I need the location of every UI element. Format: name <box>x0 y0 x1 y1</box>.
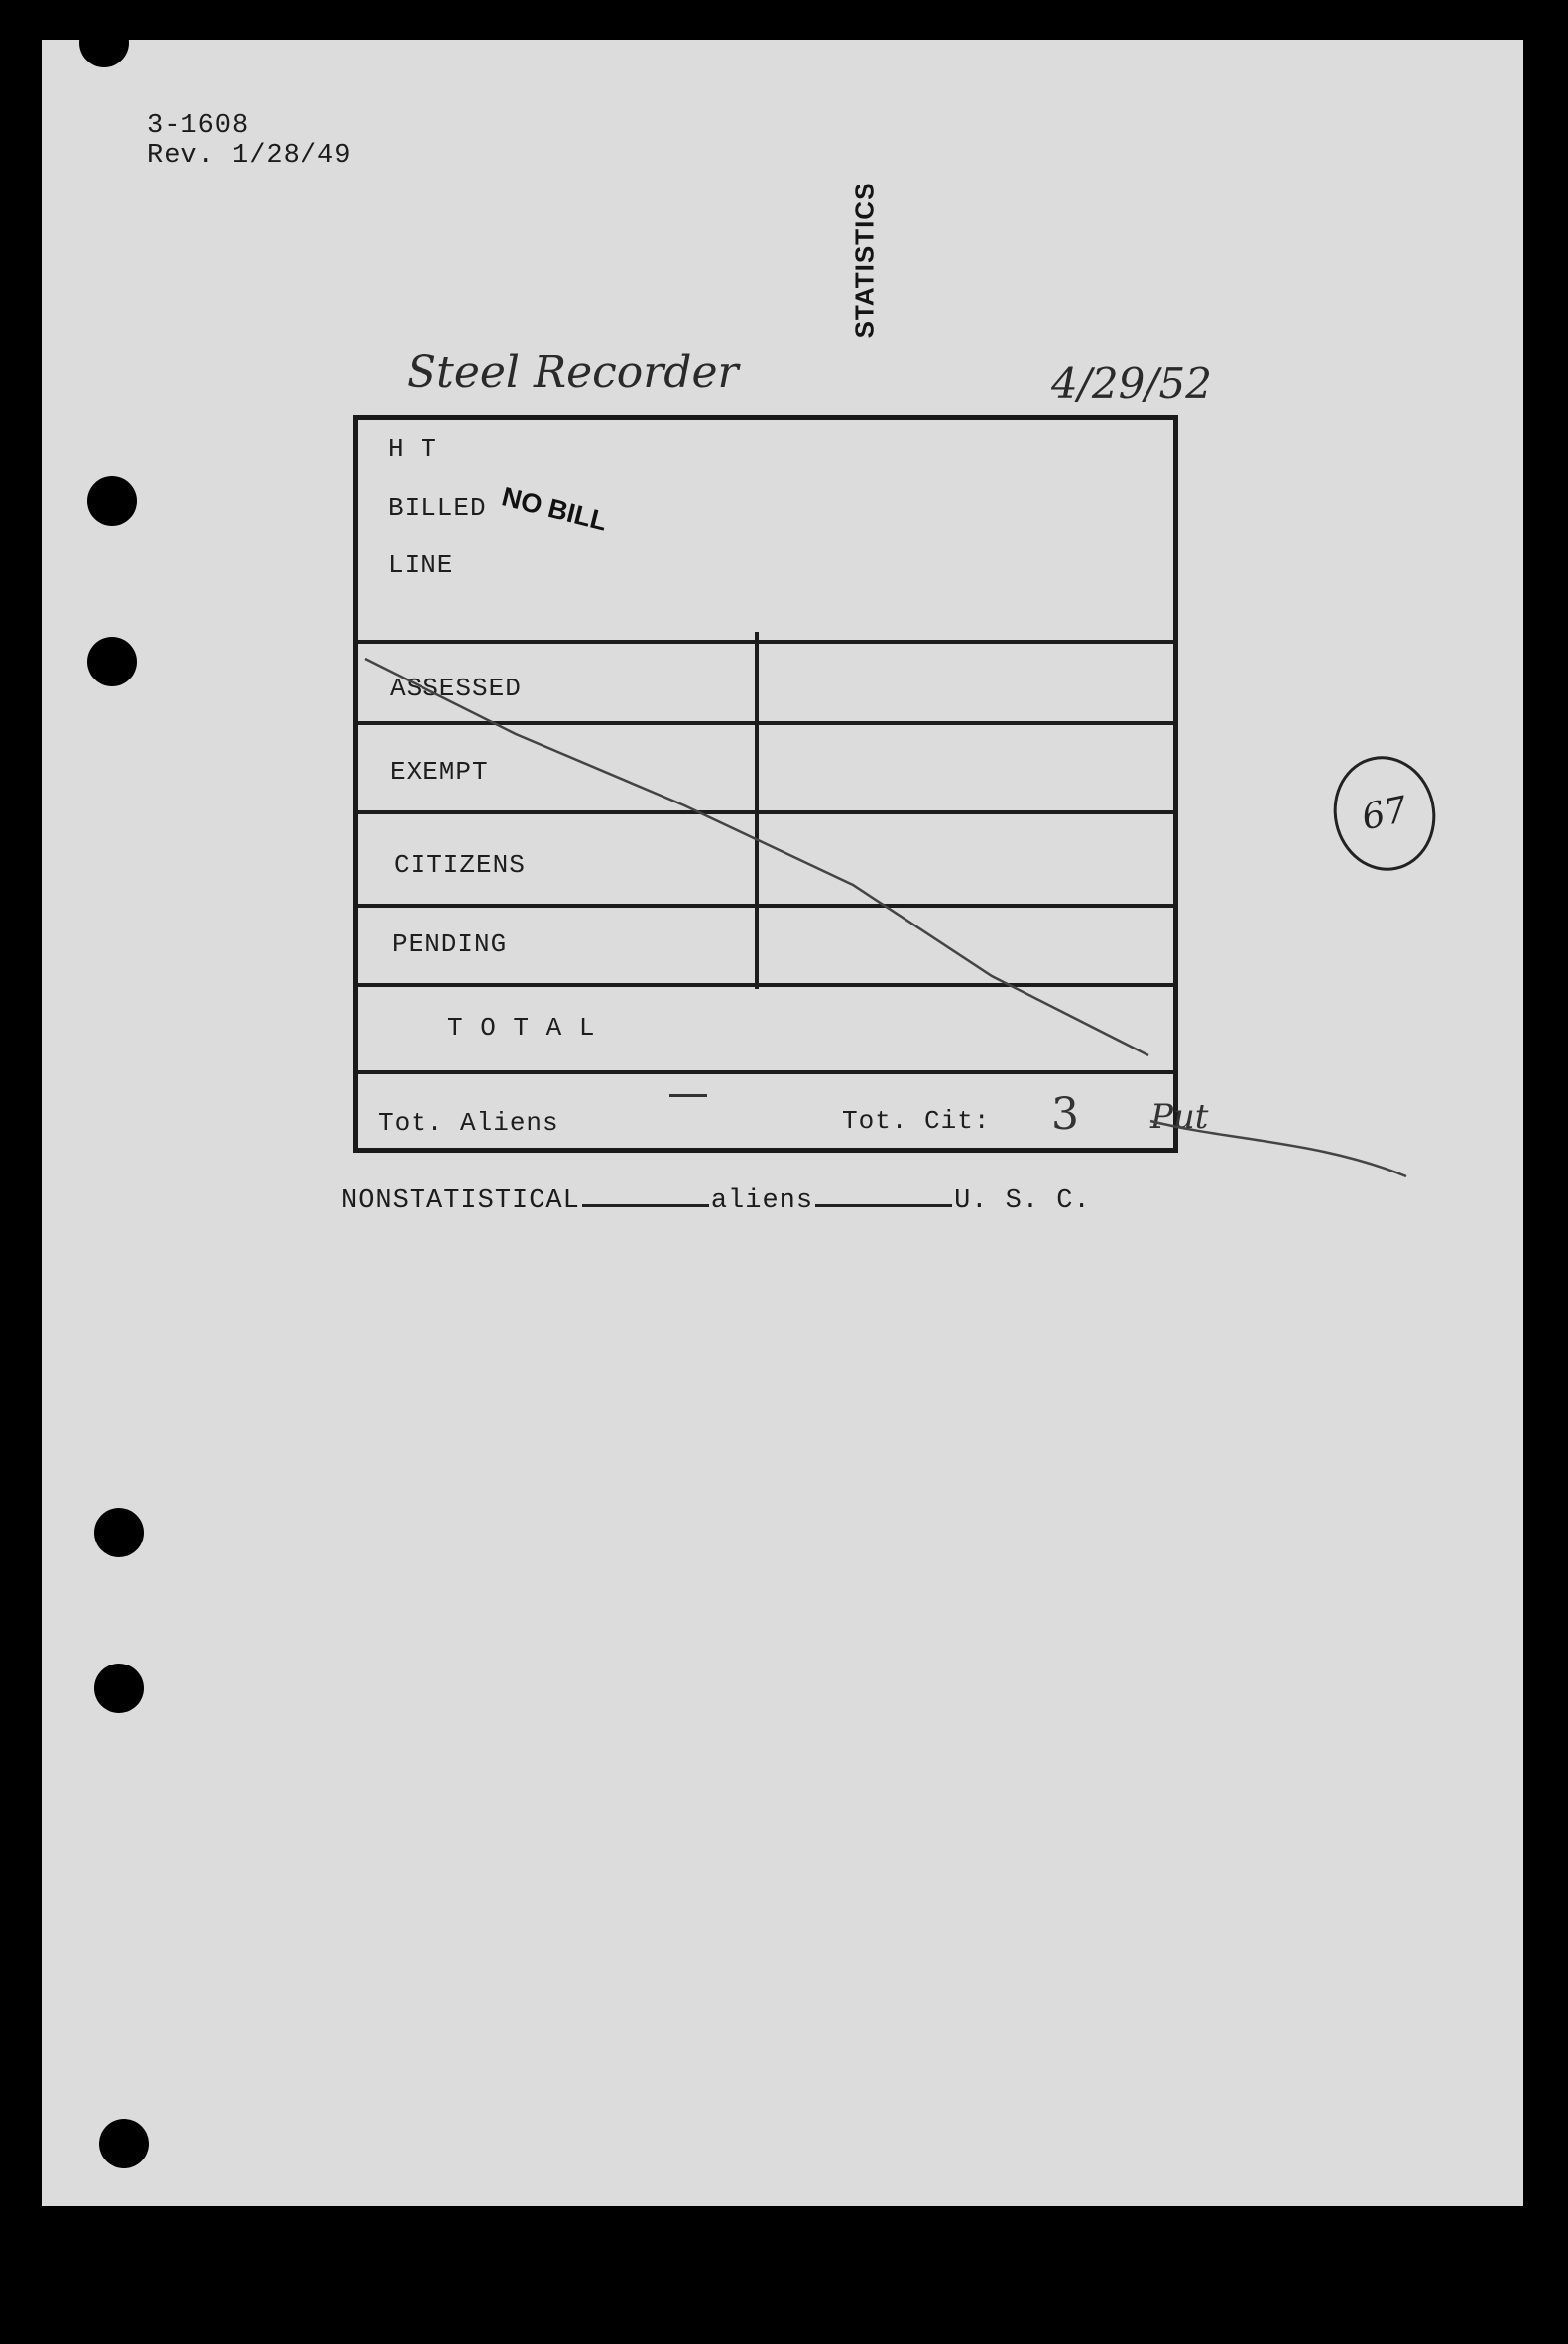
row-exempt: EXEMPT <box>390 757 489 787</box>
handwritten-date: 4/29/52 <box>1051 359 1212 408</box>
row-assessed: ASSESSED <box>390 674 522 703</box>
aliens-blank <box>582 1204 709 1207</box>
usc-blank <box>815 1204 952 1207</box>
tot-aliens-label: Tot. Aliens <box>378 1108 559 1138</box>
row-citizens: CITIZENS <box>394 850 526 880</box>
row-pending: PENDING <box>392 929 508 959</box>
initials-flourish <box>1150 1121 1406 1176</box>
circled-number-text: 67 <box>1358 789 1411 838</box>
form-number: 3-1608 <box>147 111 250 141</box>
aliens-label: aliens <box>710 1186 814 1216</box>
diagonal-strike-line <box>365 659 1148 1055</box>
form-revision: Rev. 1/28/49 <box>147 141 352 171</box>
handwritten-initials: Put <box>1150 1097 1209 1137</box>
nonstatistical-label: NONSTATISTICAL <box>341 1186 580 1216</box>
header-line: LINE <box>388 551 454 580</box>
statistics-stamp-text: STATISTICS <box>849 182 880 338</box>
no-bill-stamp: NO BILL <box>499 481 611 537</box>
tot-cit-value: 3 <box>1051 1089 1079 1140</box>
nonstatistical-line <box>341 1186 1091 1216</box>
total-label: T O T A L <box>447 1013 596 1043</box>
header-ht: H T <box>388 434 437 464</box>
tot-cit-label: Tot. Cit: <box>842 1106 991 1136</box>
handwritten-title: Steel Recorder <box>407 347 739 398</box>
usc-label: U. S. C. <box>954 1186 1091 1216</box>
header-billed: BILLED <box>388 493 487 523</box>
